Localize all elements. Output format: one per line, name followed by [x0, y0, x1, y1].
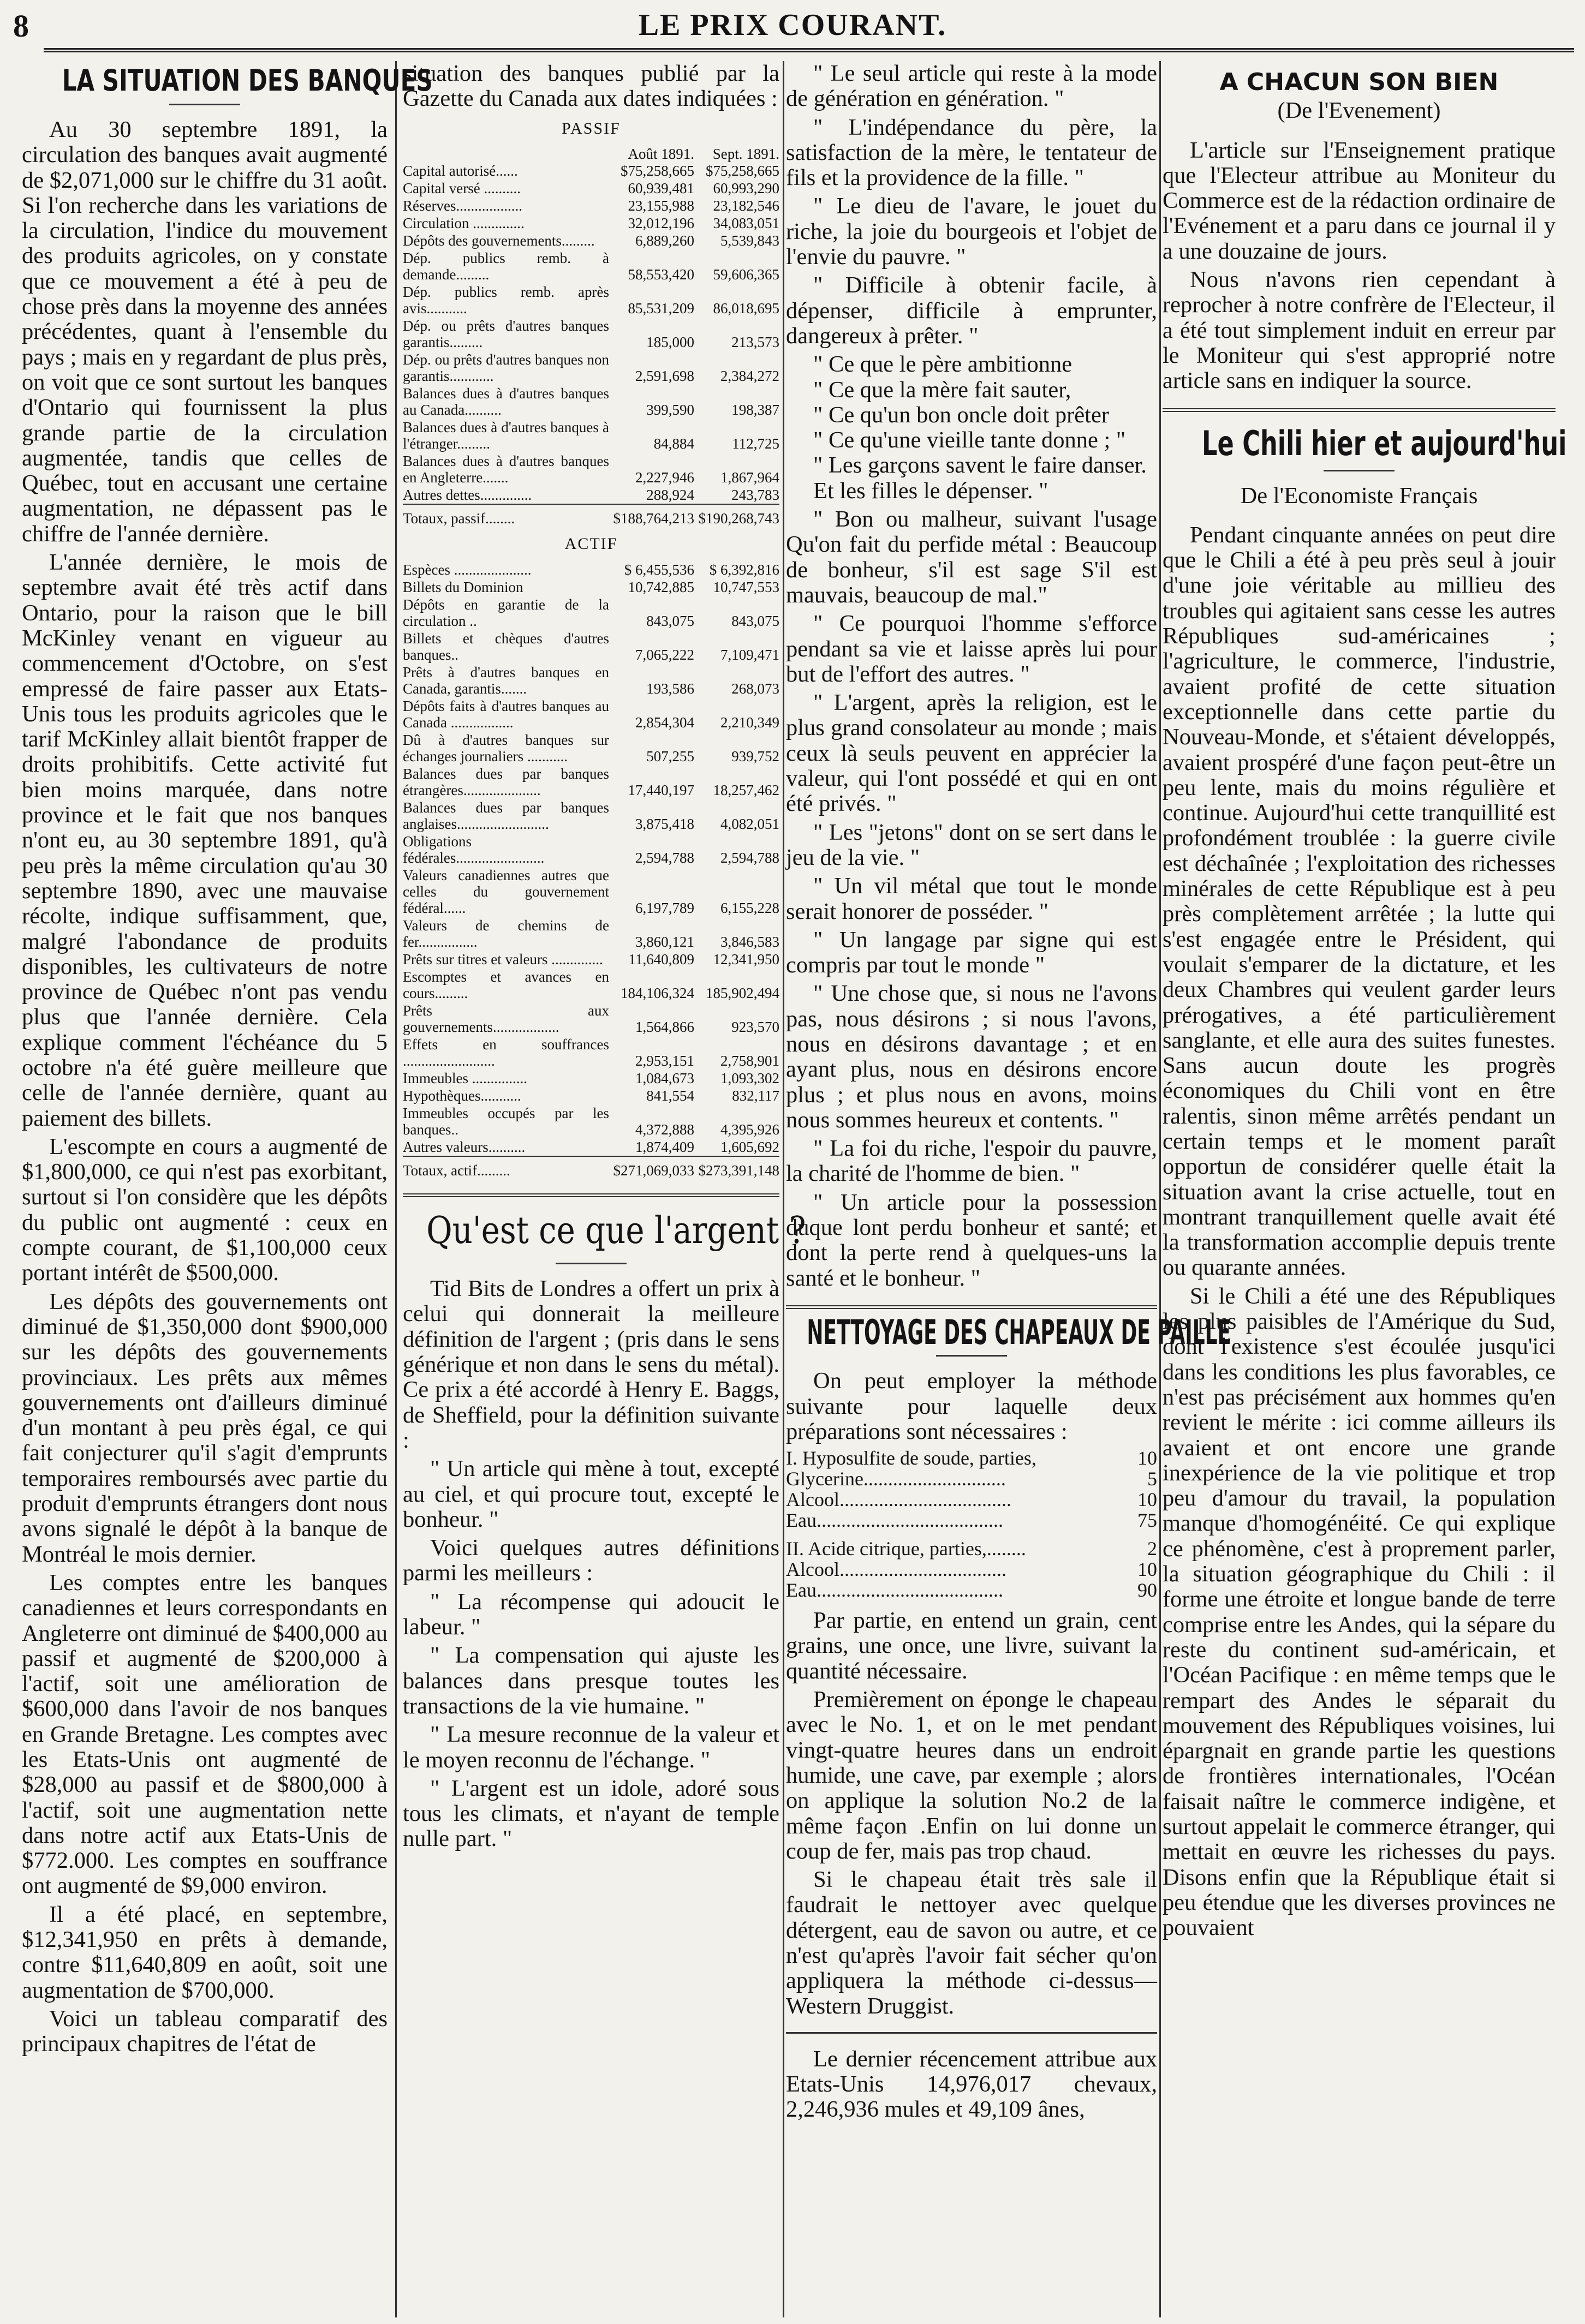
row-label: Immeubles occupés par les banques..: [403, 1105, 609, 1138]
ingredient: II. Acide citrique, parties,........: [786, 1538, 1026, 1560]
total-label: Totaux, actif.........: [403, 1156, 609, 1179]
column-banques: [22, 61, 433, 2317]
verse-line: " Ce qu'une vieille tante donne ; ": [813, 427, 1126, 453]
row-value: 3,860,121: [635, 934, 694, 951]
table-row: [403, 385, 779, 419]
row-value: 2,758,901: [720, 1053, 779, 1070]
column-tableau: [403, 61, 806, 2317]
ingredient: Eau......................................: [786, 1509, 1003, 1532]
row-label: Valeurs de chemins de fer................: [403, 917, 609, 951]
heading-rule: [1324, 470, 1395, 471]
row-label: Prêts à d'autres banques en Canada, garantis.......: [403, 664, 609, 697]
column-divider: [395, 61, 397, 2317]
paragraph: Si le chapeau était très sale il faudrait le nettoyer avec quelque détergent, eau de savon ou autre, et ce n'est qu'après l'avoir fait sécher qu'on appliquera la méthode ci-dessus— Western Druggist.: [786, 1867, 1157, 2019]
row-value: 4,372,888: [635, 1121, 694, 1138]
quantity: 10: [1137, 1447, 1157, 1469]
column-definitions: [786, 61, 1231, 2317]
verse-line: " Ce qu'un bon oncle doit prêter: [813, 402, 1109, 428]
table-row: [403, 731, 779, 765]
row-value: $75,258,665: [706, 162, 779, 179]
newspaper-title: LE PRIX COURANT.: [638, 8, 947, 42]
row-value: 10,747,553: [713, 579, 779, 596]
row-label: Prêts aux gouvernements..................: [403, 1002, 609, 1036]
row-value: 184,106,324: [621, 985, 694, 1002]
row-value: $75,258,665: [621, 162, 694, 179]
table-row: [403, 452, 779, 486]
column-divider: [1159, 61, 1161, 2317]
paragraph: Si le Chili a été une des Républiques les plus paisibles de l'Amérique du Sud, dont l'existence s'est écoulée jusqu'ici dans les conditions les plus favorables, ce n'est pas précisément aux hommes qu'en revient le mérite : ici comme ailleurs ils avaient et ont encore une grande inexpérience de la vie politique et trop peu d'amour du travail, la population manque d'homogénéité. Ce qui explique ce phénomène, c'est à proprement parler, la situation géographique du Chili : il forme une étroite et longue bande de terre comprise entre les Andes, qui la sépare du reste du continent sud-américain, et l'Océan Pacifique : en même temps que le rempart des Andes le séparait du mouvement des Républiques voisines, lui épargnait en grande partie les questions de frontières internationales, l'Océan faisait naître le commerce indigène, et surtout appelait le commerce étranger, qui mettait en œuvre les richesses du pays. Disons enfin que la République était si peu étendue que les diverses provinces ne pouvaient: [1163, 1283, 1556, 1941]
paragraph: Voici quelques autres définitions parmi les meilleurs :: [403, 1535, 779, 1586]
table-row: [403, 249, 779, 283]
row-value: 58,553,420: [628, 266, 694, 283]
row-label: Dépôts des gouvernements.........: [403, 232, 595, 249]
paragraph: Les dépôts des gouvernements ont diminué de $1,350,000 dont $900,000 sur les dépôts des gouvernements provinciaux. Les prêts aux mêmes gouvernements ont d'ailleurs diminué d'un montant à peu près égal, ce qui fait conjecturer qu'il s'agit d'emprunts temporaires remboursés avec partie du produit d'emprunts étrangers dont nous avons signalé le dépôt à la banque de Montréal le mois dernier.: [22, 1288, 388, 1567]
row-value: 3,846,583: [720, 934, 779, 951]
row-label: Balances dues à d'autres banques en Angleterre.......: [403, 452, 609, 486]
ingredient: I. Hyposulfite de soude, parties,: [786, 1447, 1036, 1469]
row-value: 7,109,471: [720, 647, 779, 664]
row-value: 6,197,789: [635, 900, 694, 917]
row-value: 2,591,698: [635, 367, 694, 384]
row-value: 59,606,365: [713, 266, 779, 283]
page-number: 8: [13, 8, 29, 44]
row-label: Balances dues à d'autres banques au Canada..........: [403, 385, 609, 418]
article-heading-chacun: A CHACUN SON BIEN: [1219, 68, 1499, 96]
row-label: Balances dues à d'autres banques à l'étranger.........: [403, 419, 609, 452]
row-value: 923,570: [731, 1019, 779, 1036]
paragraph: " Difficile à obtenir facile, à dépenser, difficile à emprunter, dangereux à prêter. ": [786, 272, 1157, 349]
table-row: [403, 799, 779, 833]
actif-total-row: [403, 1156, 779, 1179]
table-row: [403, 283, 779, 317]
row-value: 841,554: [646, 1088, 694, 1104]
table-row: [403, 419, 779, 452]
table-row: [403, 486, 779, 504]
quantity: 75: [1137, 1509, 1157, 1532]
row-value: 843,075: [731, 613, 779, 630]
row-value: 213,573: [731, 333, 779, 350]
row-value: 288,924: [646, 486, 694, 503]
passif-table: [403, 146, 779, 527]
paragraph: " L'indépendance du père, la satisfaction de la mère, le tentateur de fils et la providence de la fille. ": [786, 114, 1157, 191]
row-value: 4,082,051: [720, 816, 779, 833]
row-value: $ 6,392,816: [709, 561, 779, 578]
paragraph: Au 30 septembre 1891, la circulation des banques avait augmenté de $2,071,000 sur le chiffre du 31 août. Si l'on recherche dans les variations de la circulation, l'indice du mouvement des produits agricoles, on y constate que ce mouvement a été à peu de chose près dans la moyenne des années précédentes, quant à l'ensemble du pays ; mais en y regardant de plus près, on voit que ce sont surtout les banques d'Ontario qui fournissent la plus grande partie de la circulation augmentée, tandis que celles de Québec, tout en accusant une certaine augmentation, ne dépassent pas le chiffre de l'année dernière.: [22, 117, 388, 547]
row-value: 2,953,151: [635, 1053, 694, 1070]
quantity: 2: [1147, 1538, 1157, 1560]
paragraph: " Ce pourquoi l'homme s'efforce pendant sa vie et laisse après lui pour but de l'effort des autres. ": [786, 611, 1157, 687]
column-divider: [783, 61, 784, 2317]
table-row: [403, 765, 779, 799]
section-rule: [786, 1305, 1157, 1309]
row-label: Dépôts en garantie de la circulation ..: [403, 596, 609, 630]
table-row: [403, 1036, 779, 1070]
table-intro: situation des banques publié par la Gazette du Canada aux dates indiquées :: [403, 61, 779, 112]
passif-title: PASSIF: [562, 119, 621, 138]
row-value: 1,084,673: [635, 1070, 694, 1087]
article-heading-chapeaux: NETTOYAGE DES CHAPEAUX DE PAILLE: [807, 1312, 1231, 1352]
table-row: [403, 1002, 779, 1036]
paragraph: " Bon ou malheur, suivant l'usage Qu'on fait du perfide métal : Beaucoup de bonheur, s'il est sage S'il est mauvais, beaucoup de mal.": [786, 506, 1157, 608]
row-label: Valeurs canadiennes autres que celles du gouvernement fédéral......: [403, 867, 609, 917]
verse-line: " Les garçons savent le faire danser.: [813, 452, 1147, 479]
row-value: 1,093,302: [720, 1070, 779, 1087]
row-value: 112,725: [732, 435, 779, 452]
row-value: 243,783: [731, 486, 779, 503]
paragraph: " Un article pour la possession duque lont perdu bonheur et santé; et dont la perte rend à quelques-uns la santé et le bonheur. ": [786, 1189, 1157, 1291]
row-value: 832,117: [732, 1088, 779, 1104]
quantity: 10: [1137, 1489, 1157, 1511]
table-row: [403, 951, 779, 968]
total-value: $190,268,743: [694, 504, 779, 527]
paragraph: Le dernier récencement attribue aux Etats-Unis 14,976,017 chevaux, 2,246,936 mules et 49,109 ânes,: [786, 2046, 1157, 2123]
paragraph: Tid Bits de Londres a offert un prix à celui qui donnerait la meilleure définition de l'argent ; (pris dans le sens générique et non dans le sens du métal). Ce prix a été accordé à Henry E. Baggs, de Sheffield, pour la définition suivante :: [403, 1276, 779, 1453]
recipe-one: [786, 1448, 1157, 1531]
recipe-row: [786, 1538, 1157, 1559]
recipe-row: [786, 1559, 1157, 1580]
paragraph: Il a été placé, en septembre, $12,341,950 en prêts à demande, contre $11,640,809 en août, soit une augmentation de $700,000.: [22, 1901, 388, 2003]
article-heading-chili: Le Chili hier et aujourd'hui: [1202, 423, 1567, 463]
column-chili: [1163, 61, 1567, 2317]
table-row: [403, 697, 779, 731]
row-value: 4,395,926: [720, 1121, 779, 1138]
row-label: Autres valeurs..........: [403, 1139, 526, 1156]
paragraph: Les comptes entre les banques canadiennes et leurs correspondants en Angleterre ont diminué de $400,000 au passif et augmenté de $200,000 à l'actif, soit une amélioration de $600,000 dans l'avoir de nos banques en Grande Bretagne. Les comptes avec les Etats-Unis ont augmenté de $28,000 au passif et de $800,000 à l'actif, soit une augmentation nette dans notre actif aux Etats-Unis de $772.000. Les comptes en souffrance ont augmenté de $9,000 environ.: [22, 1569, 388, 1899]
row-label: Immeubles ...............: [403, 1070, 527, 1087]
total-label: Totaux, passif........: [403, 504, 609, 527]
ingredient: Eau......................................: [786, 1579, 1003, 1602]
table-row: [403, 561, 779, 578]
paragraph: " Le seul article qui reste à la mode de génération en génération. ": [786, 61, 1157, 112]
row-value: 23,155,988: [628, 197, 694, 214]
verse-line: " Ce que la mère fait sauter,: [813, 377, 1071, 403]
table-row: [403, 968, 779, 1002]
row-value: 2,384,272: [720, 367, 779, 384]
paragraph: " La récompense qui adoucit le labeur. ": [403, 1588, 779, 1640]
row-value: 60,993,290: [713, 180, 779, 196]
row-label: Dép. ou prêts d'autres banques non garantis............: [403, 351, 609, 384]
paragraph: " La compensation qui ajuste les balances dans presque toutes les transactions de la vie humaine. ": [403, 1642, 779, 1719]
row-label: Dép. ou prêts d'autres banques garantis.........: [403, 317, 609, 350]
row-label: Prêts sur titres et valeurs ..............: [403, 951, 603, 968]
row-value: 18,257,462: [713, 782, 779, 799]
section-rule: [1163, 408, 1556, 412]
table-row: [403, 180, 779, 197]
row-value: $ 6,455,536: [624, 561, 694, 578]
paragraph: L'année dernière, le mois de septembre avait été très actif dans Ontario, pour la raison que le bill McKinley venant en vigueur au commencement d'Octobre, on s'est empressé de faire passer aux Etats-Unis tous les produits agricoles que le tarif McKinley allait bientôt frapper de droits prohibitifs. Cette activité fut bien moins marquée, dans notre province et le fait que nos banques n'ont eu, au 30 septembre 1891, qu'à peu près la même circulation qu'au 30 septembre 1890, avec une mauvaise récolte, indique suffisamment, que, malgré l'abondance de produits disponibles, les cultivateurs de notre province de Québec n'ont pas vendu plus que l'année dernière. Cela explique comment l'échéance du 5 octobre n'a été guère meilleure que celle de l'année dernière, quant au paiement des billets.: [22, 549, 388, 1131]
paragraph: On peut employer la méthode suivante pour laquelle deux préparations sont nécessaires :: [786, 1368, 1157, 1444]
row-value: 85,531,209: [628, 300, 694, 316]
table-row: [403, 197, 779, 214]
table-row: [403, 578, 779, 596]
ingredient: Alcool..................................: [786, 1558, 1006, 1581]
quantity: 90: [1137, 1579, 1157, 1602]
row-value: 939,752: [731, 748, 779, 765]
row-value: 399,590: [646, 401, 694, 418]
table-row: [403, 162, 779, 180]
row-value: 2,210,349: [720, 714, 779, 731]
total-value: $188,764,213: [609, 504, 694, 527]
row-label: Capital autorisé......: [403, 162, 518, 179]
recipe-row: [786, 1468, 1157, 1489]
article-heading-banques: LA SITUATION DES BANQUES: [62, 63, 433, 98]
row-value: 17,440,197: [628, 782, 694, 799]
row-value: 2,594,788: [635, 850, 694, 867]
row-value: 11,640,809: [628, 951, 694, 968]
recipe-row: [786, 1448, 1157, 1468]
table-row: [403, 1070, 779, 1087]
table-row: [403, 917, 779, 951]
row-label: Billets du Dominion: [403, 579, 523, 596]
article-source: De l'Economiste Français: [1240, 482, 1478, 509]
paragraph: " Un article qui mène à tout, excepté au ciel, et qui procure tout, excepté le bonheur. ": [403, 1456, 779, 1532]
row-label: Obligations fédérales........................: [403, 833, 545, 867]
table-row: [403, 1087, 779, 1104]
paragraph: " Un vil métal que tout le monde serait honorer de posséder. ": [786, 873, 1157, 924]
row-label: Dû à d'autres banques sur échanges journaliers ...........: [403, 732, 609, 765]
row-label: Hypothèques...........: [403, 1088, 521, 1104]
recipe-row: [786, 1489, 1157, 1510]
ingredient: Glycerine.............................: [786, 1468, 1006, 1490]
article-source: (De l'Evenement): [1277, 98, 1441, 124]
row-value: 7,065,222: [635, 647, 694, 664]
row-value: 843,075: [646, 613, 694, 630]
actif-table: [403, 561, 779, 1179]
row-value: 60,939,481: [628, 180, 694, 196]
recipe-row: [786, 1510, 1157, 1531]
row-value: 2,594,788: [720, 850, 779, 867]
row-value: 185,000: [646, 333, 694, 350]
table-row: [403, 317, 779, 351]
paragraph: " La mesure reconnue de la valeur et le moyen reconnu de l'échange. ": [403, 1722, 779, 1773]
row-value: 34,083,051: [713, 214, 779, 231]
row-value: 2,227,946: [635, 469, 694, 486]
row-label: Balances dues par banques étrangères.....................: [403, 766, 609, 799]
row-label: Escomptes et avances en cours.........: [403, 969, 609, 1002]
column-header: Août 1891.: [628, 145, 694, 162]
row-label: Espèces .....................: [403, 561, 532, 578]
quantity: 5: [1147, 1468, 1157, 1490]
row-value: 32,012,196: [628, 214, 694, 231]
verse-line: Et les filles le dépenser. ": [813, 477, 1048, 504]
row-label: Dépôts faits à d'autres banques au Canada .................: [403, 698, 609, 731]
table-row: [403, 1104, 779, 1138]
heading-rule: [936, 1355, 1007, 1357]
paragraph: Pendant cinquante années on peut dire que le Chili a été à peu près seul à jouir d'une joie véritable au millieu des troubles qui agitaient sans cesse les autres Républiques sud-américaines ; l'agriculture, le commerce, l'industrie, avaient profité de cette situation exceptionnelle dans cette partie du Nouveau-Monde, et s'étaient développés, avaient prospéré d'une façon peut-être un peu lente, mais du moins régulière et continue. Aujourd'hui cette tranquillité est profondément troublée : la guerre civile est déchaînée ; l'exploitation des richesses minérales de cette République est à peu près complètement arrêtée ; la lutte qui s'est engagée entre le Président, qui voulait s'emparer de la dictature, et les deux Chambres qui veulent garder leurs prérogatives, a été particulièrement sanglante, et elle aura des suites funestes. Sans aucun doute les progrès économiques du Chili vont en être ralentis, sinon même arrêtés pendant un certain temps et le moment paraît opportun de considérer quelle était la situation avant la crise actuelle, tout en montrant tranquillement quelle avait été la transformation accomplie depuis trente ou quarante années.: [1163, 522, 1556, 1281]
table-row: [403, 630, 779, 664]
row-value: 193,586: [646, 680, 694, 697]
paragraph: " Un langage par signe qui est compris par tout le monde ": [786, 927, 1157, 978]
paragraph: " Le dieu de l'avare, le jouet du riche, la joie du bourgeois et l'objet de l'envie du pauvre. ": [786, 193, 1157, 270]
paragraph: " Les "jetons" dont on se sert dans le jeu de la vie. ": [786, 819, 1157, 870]
row-label: Billets et chèques d'autres banques..: [403, 630, 609, 664]
row-label: Dép. publics remb. après avis...........: [403, 283, 609, 316]
row-label: Dép. publics remb. à demande.........: [403, 249, 609, 283]
paragraph: " L'argent est un idole, adoré sous tous les climats, et n'ayant de temple nulle part. ": [403, 1775, 779, 1852]
row-label: Balances dues par banques anglaises.........................: [403, 799, 609, 833]
paragraph: " L'argent, après la religion, est le plus grand consolateur au monde ; mais ceux là seuls peuvent en apprécier la valeur, qui l'ont possédé et qui en ont été privés. ": [786, 690, 1157, 817]
recipe-two: [786, 1538, 1157, 1600]
heading-rule: [169, 104, 240, 105]
row-value: 507,255: [646, 748, 694, 765]
section-rule: [786, 2032, 1157, 2034]
total-value: $271,069,033: [609, 1156, 694, 1179]
row-value: 268,073: [731, 680, 779, 697]
total-value: $273,391,148: [694, 1156, 779, 1179]
row-label: Autres dettes..............: [403, 486, 532, 503]
paragraph: Nous n'avons rien cependant à reprocher à notre confrère de l'Electeur, il a été tout simplement induit en erreur par le Moniteur qui s'est approprié notre article sans en indiquer la source.: [1163, 267, 1556, 394]
row-label: Réserves..................: [403, 197, 522, 214]
ingredient: Alcool...................................: [786, 1489, 1011, 1511]
row-value: 185,902,494: [706, 985, 779, 1002]
row-value: 3,875,418: [635, 816, 694, 833]
table-row: [403, 232, 779, 249]
paragraph: Par partie, en entend un grain, cent grains, une once, une livre, suivant la quantité nécessaire.: [786, 1608, 1157, 1684]
row-value: 10,742,885: [628, 579, 694, 596]
row-value: 5,539,843: [720, 232, 779, 249]
table-row: [403, 214, 779, 232]
masthead-rule: [44, 48, 1574, 52]
paragraph: " Une chose que, si nous ne l'avons pas, nous désirons ; si nous l'avons, nous en désirons davantage ; et en ayant plus, nous en désirons encore plus ; et plus nous en avons, moins nous sommes heureux et contents. ": [786, 981, 1157, 1133]
table-row: [403, 867, 779, 917]
row-value: 6,889,260: [635, 232, 694, 249]
section-rule: [403, 1193, 779, 1197]
table-row: [403, 596, 779, 630]
row-value: 1,874,409: [635, 1139, 694, 1156]
row-value: 23,182,546: [713, 197, 779, 214]
row-label: Circulation ..............: [403, 214, 525, 231]
row-value: 2,854,304: [635, 714, 694, 731]
row-label: Effets en souffrances .........................: [403, 1036, 609, 1070]
actif-title: ACTIF: [564, 534, 618, 553]
row-value: 12,341,950: [713, 951, 779, 968]
paragraph: L'article sur l'Enseignement pratique que l'Electeur attribue au Moniteur du Commerce est de la rédaction ordinaire de l'Evénement et a paru dans ce journal il y a une douzaine de jours.: [1163, 137, 1556, 264]
row-label: Capital versé ..........: [403, 180, 521, 196]
row-value: 198,387: [731, 401, 779, 418]
masthead: [0, 0, 1585, 48]
row-value: 6,155,228: [720, 900, 779, 917]
heading-rule: [556, 1263, 627, 1264]
paragraph: Voici un tableau comparatif des principaux chapitres de l'état de: [22, 2005, 388, 2057]
paragraph: " La foi du riche, l'espoir du pauvre, la charité de l'homme de bien. ": [786, 1136, 1157, 1187]
paragraph: L'escompte en cours a augmenté de $1,800,000, ce qui n'est pas exorbitant, surtout si l'on considère que les dépôts du public ont augmenté : ceux en compte courant, de $1,100,000 ceux portant intérêt de $500,000.: [22, 1133, 388, 1286]
row-value: 84,884: [653, 435, 694, 452]
paragraph: Premièrement on éponge le chapeau avec le No. 1, et on le met pendant vingt-quatre heures dans un endroit humide, une cave, par exemple ; alors on applique la solution No.2 de la même façon .Enfin on lui donne un coup de fer, mais pas trop chaud.: [786, 1687, 1157, 1864]
column-header: Sept. 1891.: [712, 145, 779, 162]
row-value: 86,018,695: [713, 300, 779, 316]
table-header-row: [403, 146, 779, 162]
article-heading-argent: Qu'est ce que l'argent ?: [426, 1209, 806, 1253]
row-value: 1,605,692: [720, 1139, 779, 1156]
quantity: 10: [1137, 1558, 1157, 1581]
passif-total-row: [403, 504, 779, 527]
recipe-row: [786, 1580, 1157, 1600]
row-value: 1,564,866: [635, 1019, 694, 1036]
table-row: [403, 1138, 779, 1156]
table-row: [403, 833, 779, 867]
table-row: [403, 351, 779, 385]
row-value: 1,867,964: [720, 469, 779, 486]
table-row: [403, 664, 779, 697]
verse-line: " Ce que le père ambitionne: [813, 351, 1072, 378]
